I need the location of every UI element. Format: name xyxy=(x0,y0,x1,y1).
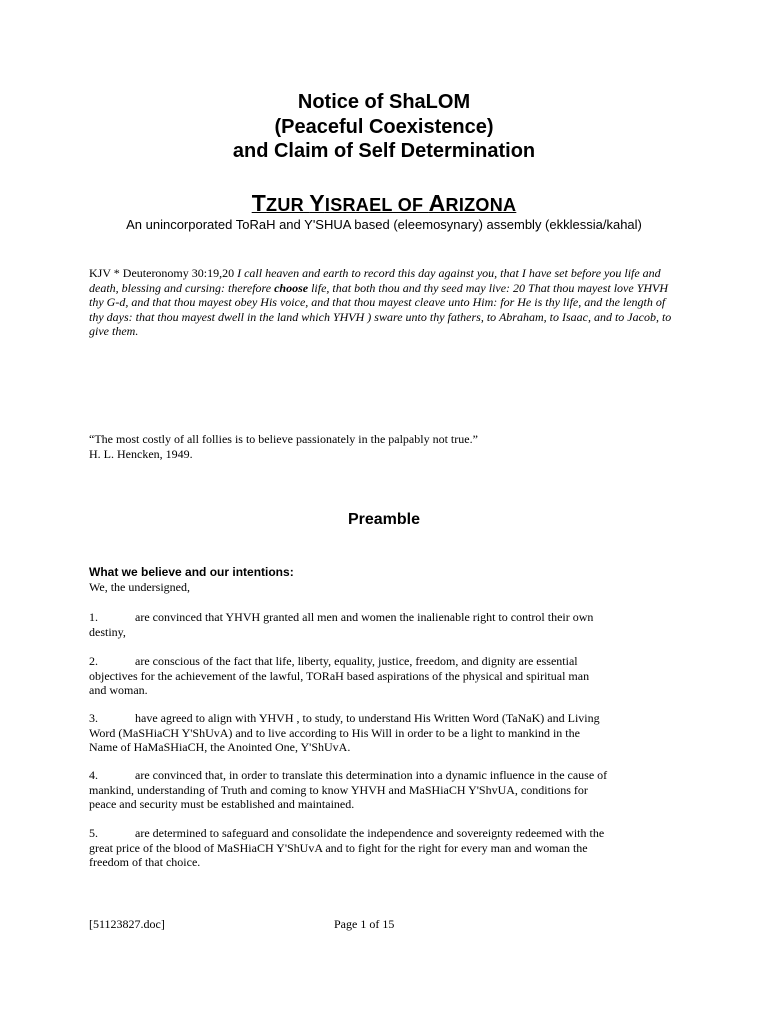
scripture-reference: KJV * Deuteronomy 30:19,20 xyxy=(89,266,238,280)
quote-text: “The most costly of all follies is to believe passionately in the palpably not true.” xyxy=(89,432,478,446)
footer-doc-id: [51123827.doc] xyxy=(89,917,165,931)
scripture-bold-word: choose xyxy=(274,280,309,295)
scripture-passage xyxy=(89,266,679,339)
organization-name: TZUR YISRAEL OF ARIZONA xyxy=(251,190,517,216)
title-line-1: Notice of ShaLOM xyxy=(297,91,471,113)
scripture-text-1: I call heaven and earth to record this day against you, that I have set before you life and death, blessing and cursing: therefore xyxy=(89,266,661,295)
preamble-item-3: 3. have agreed to align with YHVH , to study, to understand His Written Word (TaNaK) and Living Word (MaSHiaCH Y'ShUvA) and to live according to His Will in order to be a light to mankind in the Name of HaMaSHiaCH, the Anointed One, Y'ShUvA. xyxy=(89,711,600,755)
beliefs-heading: What we believe and our intentions: xyxy=(89,565,294,579)
footer-page-number: Page 1 of 15 xyxy=(334,917,395,931)
preamble-heading: Preamble xyxy=(347,511,421,528)
title-line-2: (Peaceful Coexistence) xyxy=(274,116,494,138)
preamble-item-5: 5. are determined to safeguard and consolidate the independence and sovereignty redeemed with the great price of the blood of MaSHiaCH Y'ShUvA and to fight for the right for every man and woman the freedom of that choice. xyxy=(89,826,605,870)
scripture-text-2: life, that both thou and thy seed may live: 20 That thou mayest love YHVH thy G-d, and that thou mayest obey His voice, and that thou mayest cleave unto Him: for He is thy life, and the length of thy days: that thou mayest dwell in the land which YHVH ) sware unto thy fathers, to Abraham, to Isaac, and to Jacob, to give them. xyxy=(89,280,672,339)
quote-block xyxy=(89,432,679,461)
organization-subtitle: An unincorporated ToRaH and Y'SHUA based (eleemosynary) assembly (ekklessia/kahal) xyxy=(126,217,642,232)
title-line-3: and Claim of Self Determination xyxy=(232,140,536,162)
undersigned-line: We, the undersigned, xyxy=(89,580,191,594)
preamble-item-4: 4. are convinced that, in order to translate this determination into a dynamic influence in the cause of mankind, understanding of Truth and coming to know YHVH and MaSHiaCH Y'ShvUA, conditions for peace and security must be established and maintained. xyxy=(89,768,608,812)
preamble-item-1: 1. are convinced that YHVH granted all men and women the inalienable right to control their own destiny, xyxy=(89,610,594,639)
quote-attribution: H. L. Hencken, 1949. xyxy=(89,446,193,461)
preamble-item-2: 2. are conscious of the fact that life, liberty, equality, justice, freedom, and dignity are essential objectives for the achievement of the lawful, TORaH based aspirations of the physical and spiritual man and woman. xyxy=(89,654,590,698)
